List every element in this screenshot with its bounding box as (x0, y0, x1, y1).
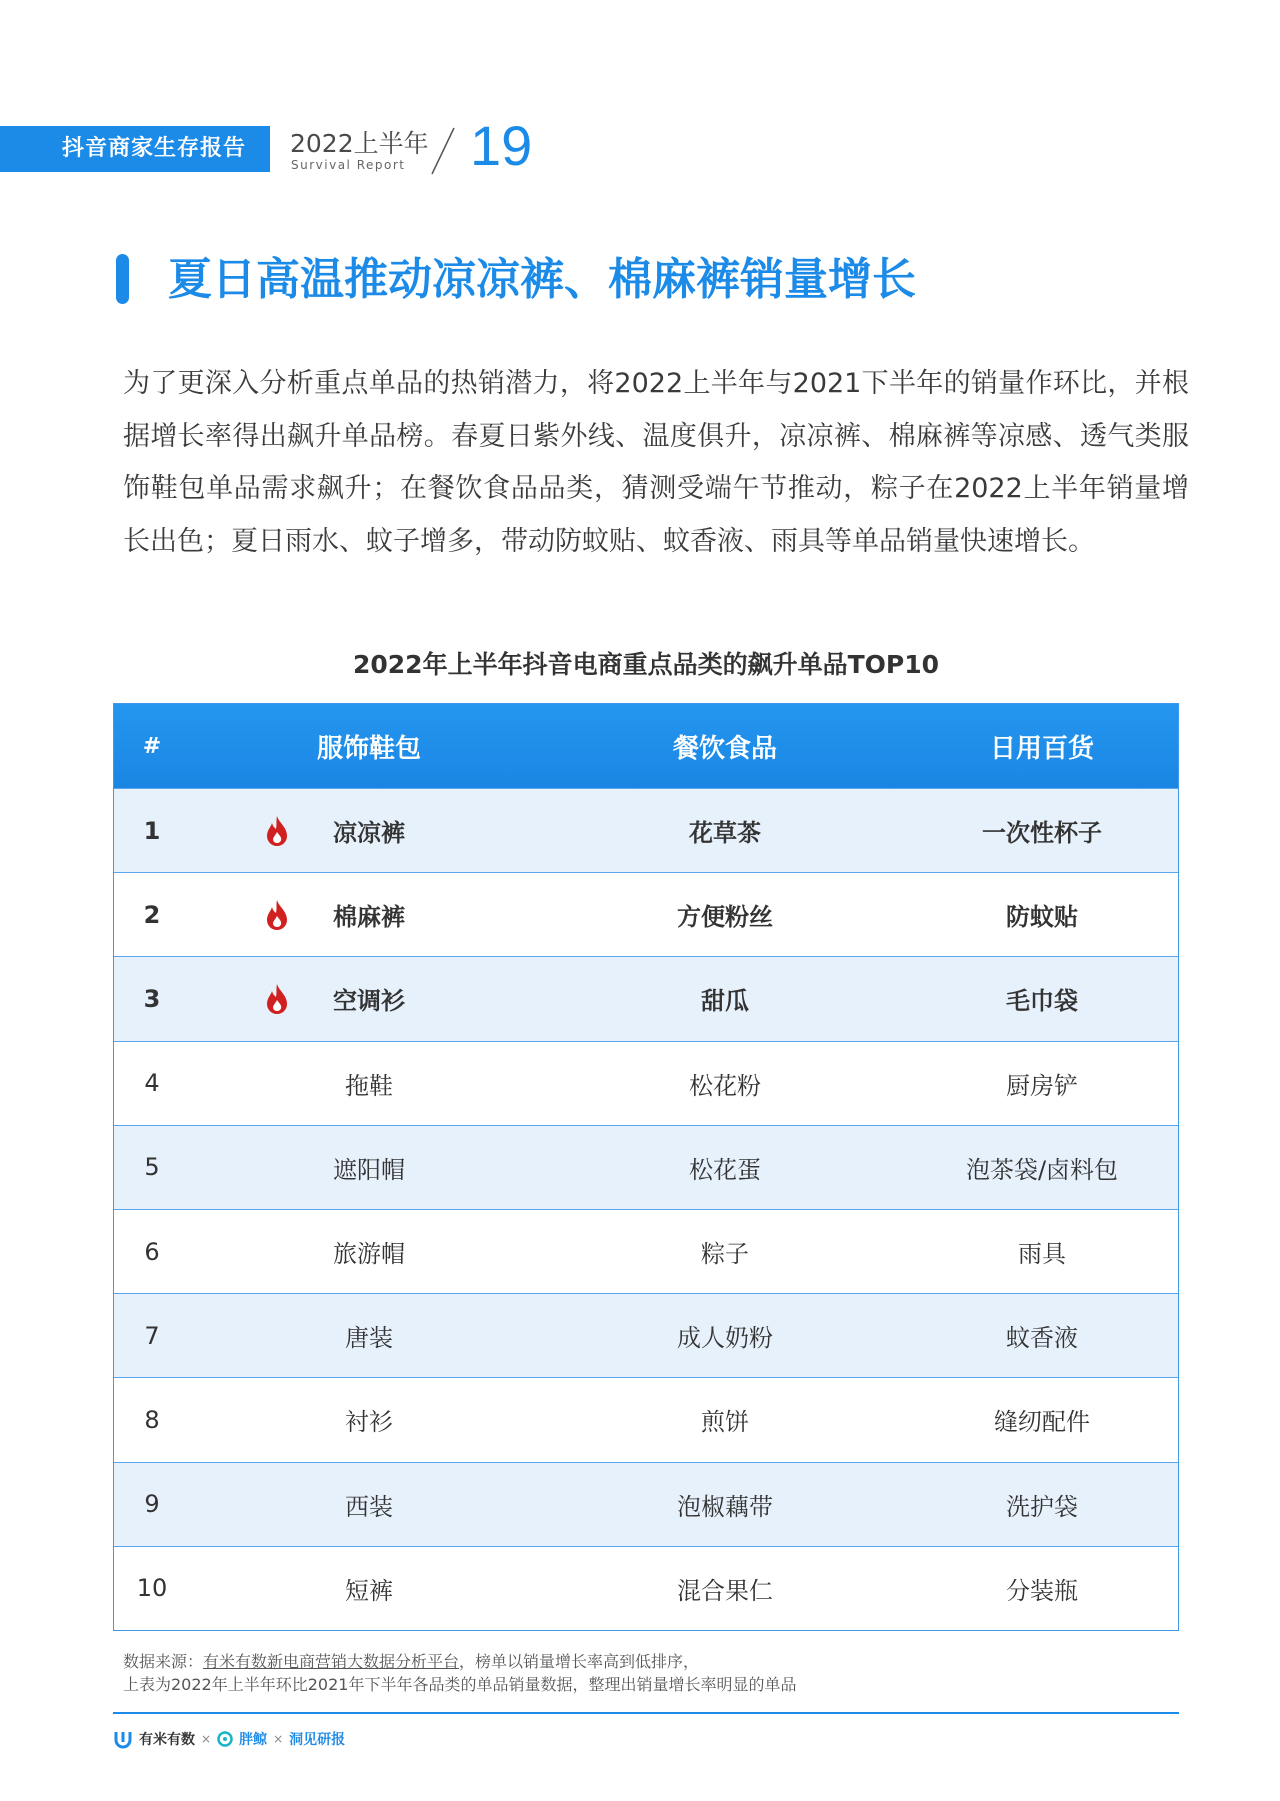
report-period: 2022上半年 (290, 129, 429, 158)
food-cell: 混合果仁 (677, 1576, 773, 1605)
table-header (114, 704, 1178, 788)
brand-youmi: 有米有数 (139, 1732, 195, 1748)
rank-cell: 5 (144, 1153, 160, 1182)
table-row (114, 1209, 1178, 1293)
daily-cell: 厨房铲 (1006, 1071, 1078, 1100)
rank-cell: 7 (144, 1321, 160, 1350)
table-row (114, 788, 1178, 872)
page-number: 19 (470, 114, 533, 177)
brand-pangjing: 胖鲸 (239, 1732, 268, 1748)
source-prefix: 数据来源： (123, 1652, 204, 1671)
rank-cell: 2 (143, 900, 161, 929)
footer-divider (113, 1712, 1179, 1714)
brand-dongjian: 洞见研报 (289, 1732, 346, 1748)
daily-cell: 一次性杯子 (982, 819, 1102, 848)
apparel-cell: 遮阳帽 (333, 1155, 405, 1184)
table-row (114, 1125, 1178, 1209)
table-row (114, 1546, 1178, 1630)
apparel-cell: 西装 (345, 1492, 393, 1521)
table-title: 2022年上半年抖音电商重点品类的飙升单品TOP10 (352, 650, 939, 679)
slash-divider (428, 126, 458, 176)
logo-separator: × (273, 1732, 284, 1746)
title-accent-bar (116, 254, 129, 304)
rank-cell: 8 (144, 1405, 160, 1434)
intro-paragraph: 为了更深入分析重点单品的热销潜力，将2022上半年与2021下半年的销量作环比，并根据增长率得出飙升单品榜。春夏日紫外线、温度俱升，凉凉裤、棉麻裤等凉感、透气类服饰鞋包单品需求飙升；在餐饮食品品类，猜测受端午节推动，粽子在2022上半年销量增长出色；夏日雨水、蚊子增多，带动防蚊贴、蚊香液、雨具等单品销量快速增长。 (123, 368, 1189, 557)
table-row (114, 1293, 1178, 1377)
table-body (114, 788, 1178, 1630)
food-cell: 粽子 (701, 1240, 749, 1269)
header-apparel: 服饰鞋包 (316, 733, 421, 764)
fire-icon (257, 789, 297, 872)
table-row (114, 1041, 1178, 1125)
food-cell: 煎饼 (701, 1408, 749, 1437)
apparel-cell: 旅游帽 (333, 1240, 405, 1269)
rank-cell: 4 (144, 1069, 160, 1098)
header-rank: # (142, 733, 162, 759)
food-cell: 甜瓜 (701, 987, 749, 1016)
rank-cell: 6 (144, 1237, 160, 1266)
food-cell: 成人奶粉 (677, 1324, 773, 1353)
header-daily: 日用百货 (989, 733, 1094, 764)
food-cell: 松花粉 (689, 1071, 761, 1100)
table-row (114, 1462, 1178, 1546)
rank-cell: 9 (144, 1490, 160, 1519)
report-tag: 抖音商家生存报告 (0, 126, 270, 172)
food-cell: 方便粉丝 (677, 903, 773, 932)
fire-icon (257, 873, 297, 956)
daily-cell: 洗护袋 (1006, 1492, 1078, 1521)
rank-cell: 3 (143, 984, 161, 1013)
table-row (114, 872, 1178, 956)
apparel-cell: 凉凉裤 (333, 819, 405, 848)
daily-cell: 毛巾袋 (1006, 987, 1078, 1016)
daily-cell: 缝纫配件 (994, 1408, 1090, 1437)
youmi-logo-icon (113, 1729, 133, 1749)
apparel-cell: 短裤 (345, 1576, 393, 1605)
pangjing-logo-icon (217, 1731, 233, 1747)
top10-table (113, 703, 1179, 1631)
footnote (123, 1650, 796, 1696)
apparel-cell: 衬衫 (345, 1408, 393, 1437)
report-period-en: Survival Report (291, 158, 406, 172)
food-cell: 花草茶 (689, 819, 761, 848)
daily-cell: 分装瓶 (1006, 1576, 1078, 1605)
daily-cell: 雨具 (1018, 1240, 1066, 1269)
apparel-cell: 唐装 (345, 1324, 393, 1353)
page-title: 夏日高温推动凉凉裤、棉麻裤销量增长 (168, 254, 916, 305)
apparel-cell: 棉麻裤 (333, 903, 405, 932)
header-food: 餐饮食品 (672, 733, 777, 764)
footer-logos (113, 1726, 345, 1752)
apparel-cell: 拖鞋 (345, 1071, 393, 1100)
logo-separator: × (201, 1732, 212, 1746)
rank-cell: 10 (136, 1574, 168, 1603)
daily-cell: 防蚊贴 (1006, 903, 1078, 932)
fire-icon (257, 957, 297, 1040)
source-link[interactable]: 有米有数新电商营销大数据分析平台 (203, 1652, 460, 1671)
footnote-line1 (123, 1650, 796, 1673)
food-cell: 松花蛋 (689, 1155, 761, 1184)
rank-cell: 1 (143, 816, 161, 845)
table-row (114, 1377, 1178, 1461)
daily-cell: 泡茶袋/卤料包 (965, 1155, 1119, 1184)
food-cell: 泡椒藕带 (677, 1492, 773, 1521)
apparel-cell: 空调衫 (333, 987, 405, 1016)
daily-cell: 蚊香液 (1006, 1324, 1078, 1353)
table-row (114, 956, 1178, 1040)
source-suffix: ，榜单以销量增长率高到低排序， (459, 1652, 700, 1671)
footnote-line2: 上表为2022年上半年环比2021年下半年各品类的单品销量数据，整理出销量增长率明显的单品 (123, 1675, 797, 1694)
